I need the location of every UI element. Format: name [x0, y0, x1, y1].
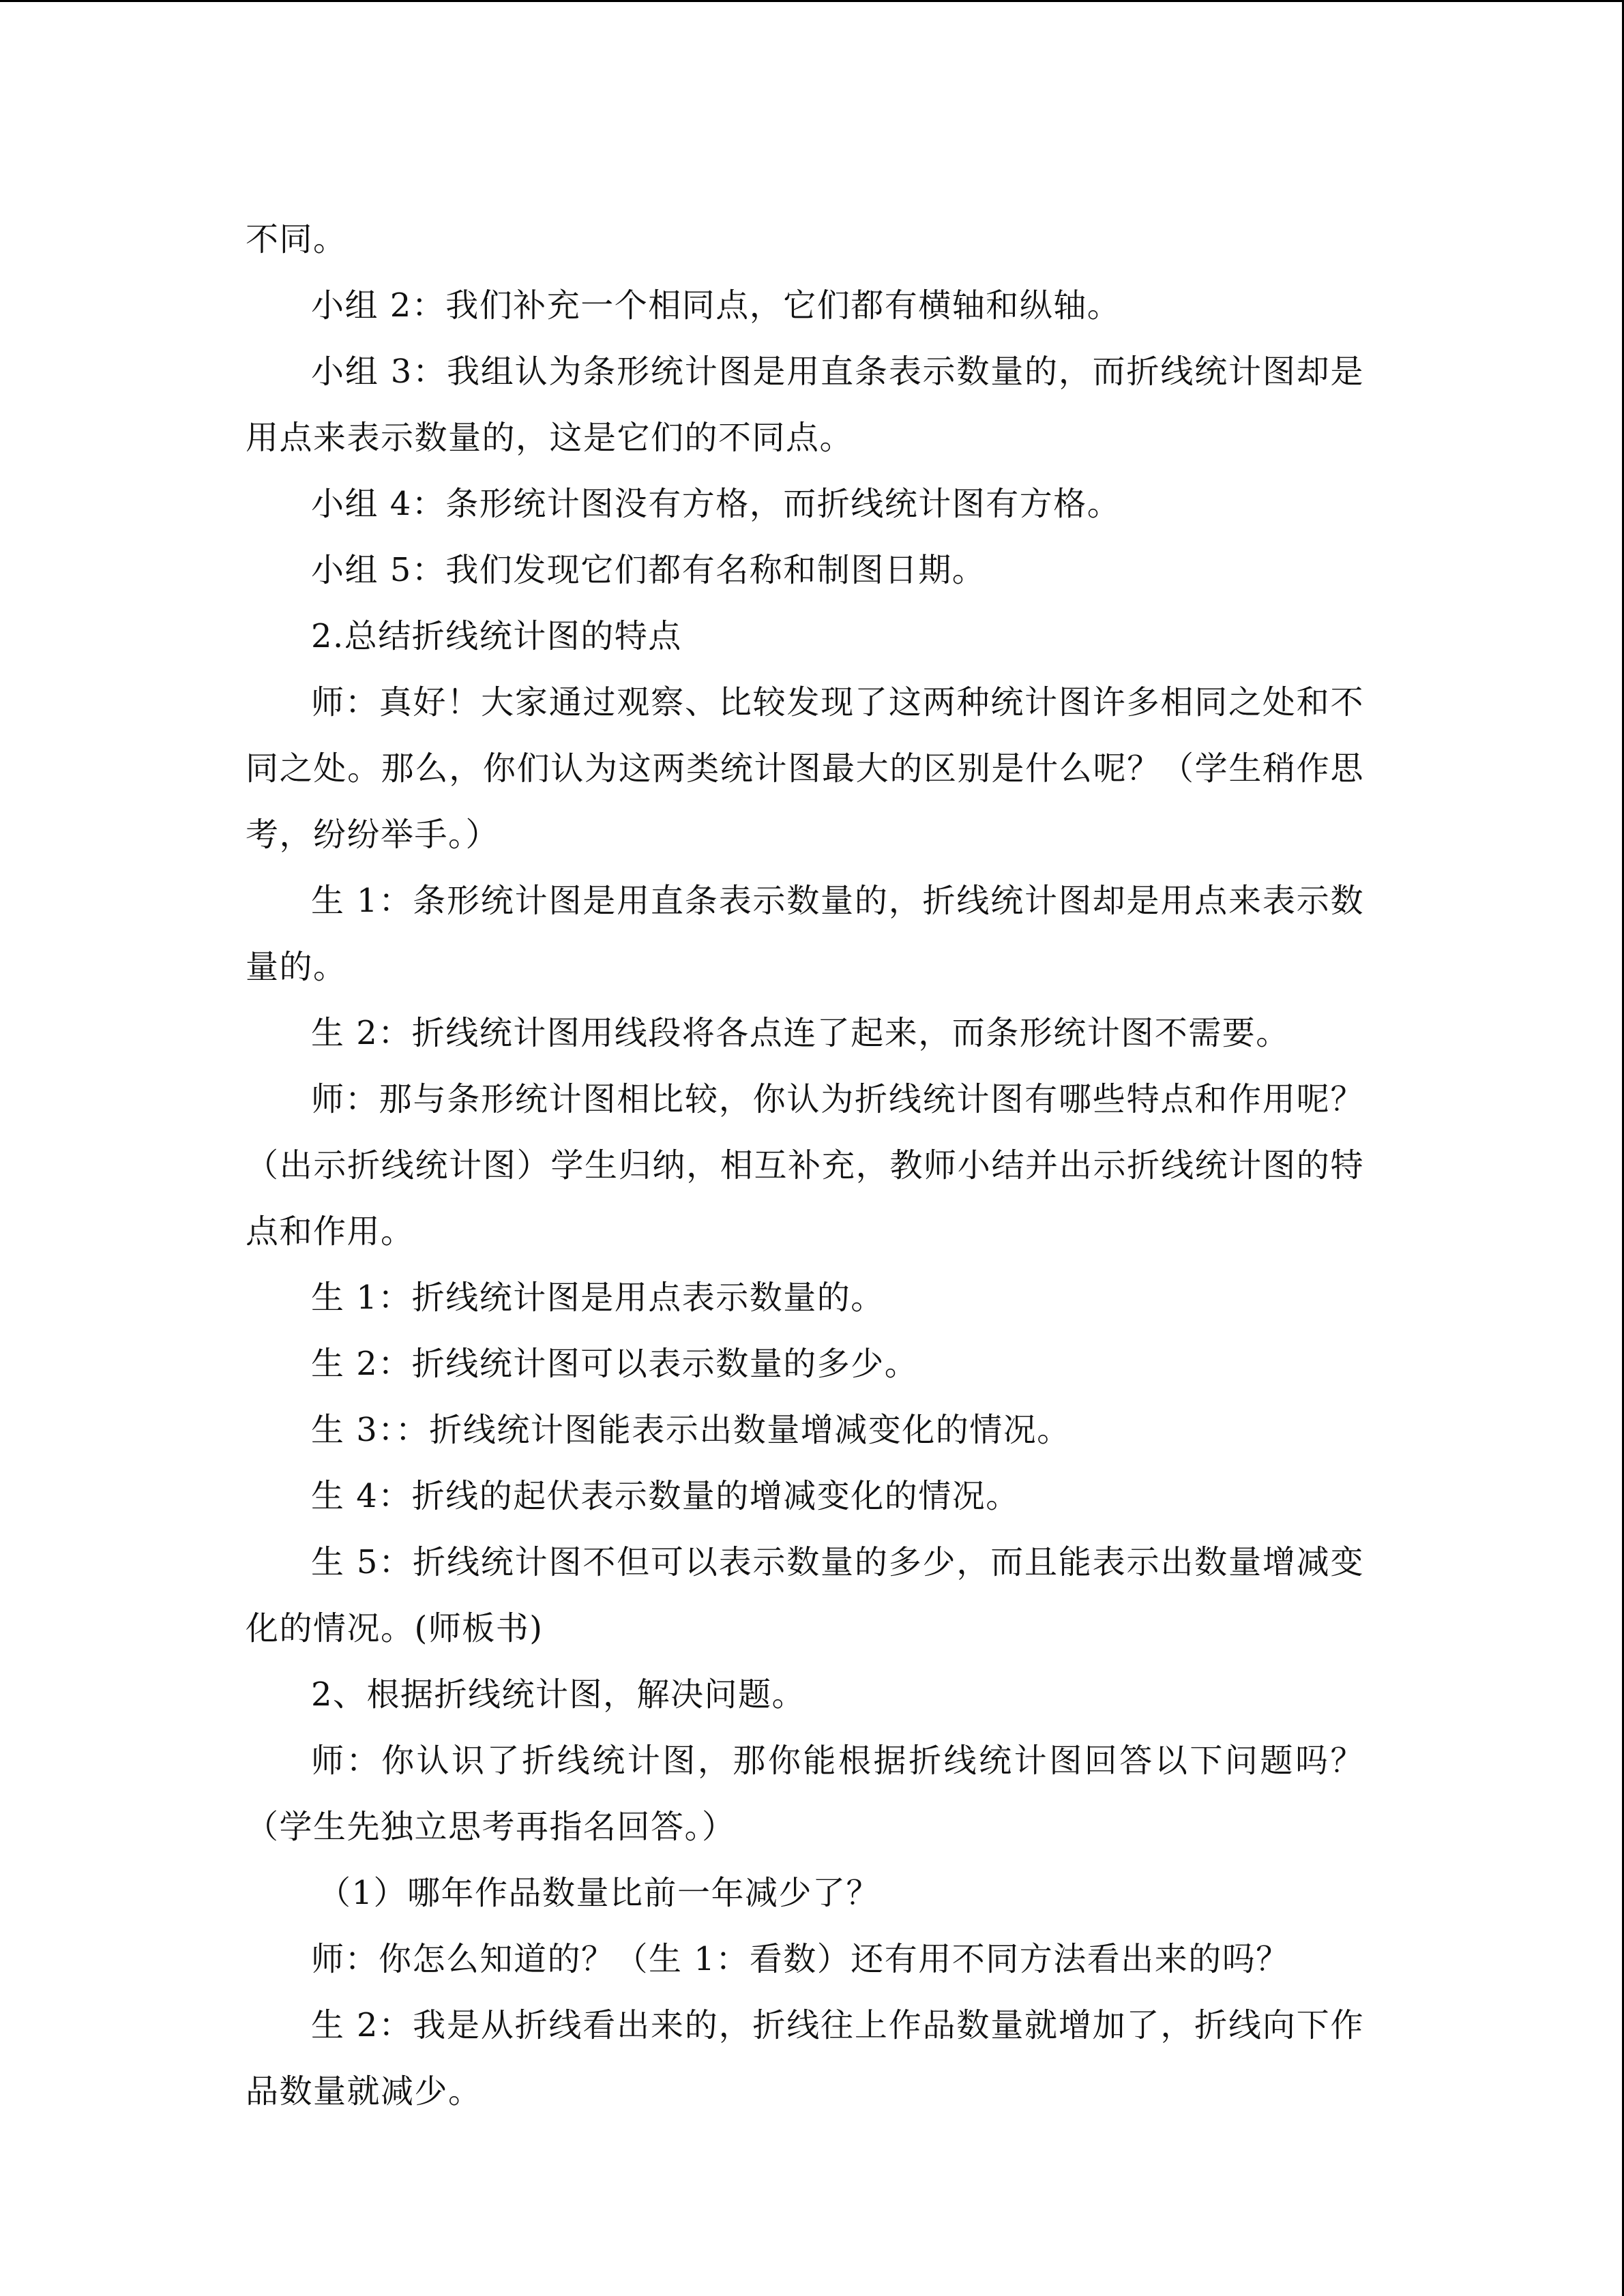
- paragraph: 生 5：折线统计图不但可以表示数量的多少，而且能表示出数量增减变化的情况。(师板书): [246, 1543, 1364, 1648]
- paragraph: 生 2：我是从折线看出来的，折线往上作品数量就增加了，折线向下作品数量就减少。: [246, 2006, 1364, 2111]
- section-heading: 2、根据折线统计图，解决问题。: [311, 1675, 806, 1714]
- paragraph: 不同。: [246, 220, 347, 258]
- paragraph: 生 2：折线统计图用线段将各点连了起来，而条形统计图不需要。: [311, 1014, 1290, 1052]
- paragraph: 小组 4：条形统计图没有方格，而折线统计图有方格。: [311, 485, 1121, 523]
- question-item: （1）哪年作品数量比前一年减少了？: [318, 1874, 881, 1912]
- paragraph: 师：真好！大家通过观察、比较发现了这两种统计图许多相同之处和不同之处。那么，你们认为这两类统计图最大的区别是什么呢？（学生稍作思考，纷纷举手。）: [246, 683, 1364, 854]
- paragraph: 师：你认识了折线统计图，那你能根据折线统计图回答以下问题吗？（学生先独立思考再指名回答。）: [246, 1742, 1364, 1846]
- paragraph: 师：你怎么知道的？（生 1：看数）还有用不同方法看出来的吗？: [311, 1940, 1290, 1978]
- section-heading: 2.总结折线统计图的特点: [311, 617, 682, 655]
- paragraph: 小组 3：我组认为条形统计图是用直条表示数量的，而折线统计图却是用点来表示数量的，这是它们的不同点。: [246, 353, 1364, 457]
- paragraph: 生 1：折线统计图是用点表示数量的。: [311, 1279, 885, 1317]
- paragraph: 生 1：条形统计图是用直条表示数量的，折线统计图却是用点来表示数量的。: [246, 882, 1364, 986]
- paragraph: 生 4：折线的起伏表示数量的增减变化的情况。: [311, 1477, 1020, 1515]
- paragraph: 小组 5：我们发现它们都有名称和制图日期。: [311, 551, 986, 589]
- paragraph: 生 2：折线统计图可以表示数量的多少。: [311, 1345, 919, 1383]
- paragraph: 小组 2：我们补充一个相同点，它们都有横轴和纵轴。: [311, 286, 1121, 325]
- document-body: [246, 207, 1364, 2125]
- paragraph: 生 3：：折线统计图能表示出数量增减变化的情况。: [311, 1411, 1071, 1449]
- paragraph: 师：那与条形统计图相比较，你认为折线统计图有哪些特点和作用呢？（出示折线统计图）学生归纳，相互补充，教师小结并出示折线统计图的特点和作用。: [246, 1080, 1364, 1251]
